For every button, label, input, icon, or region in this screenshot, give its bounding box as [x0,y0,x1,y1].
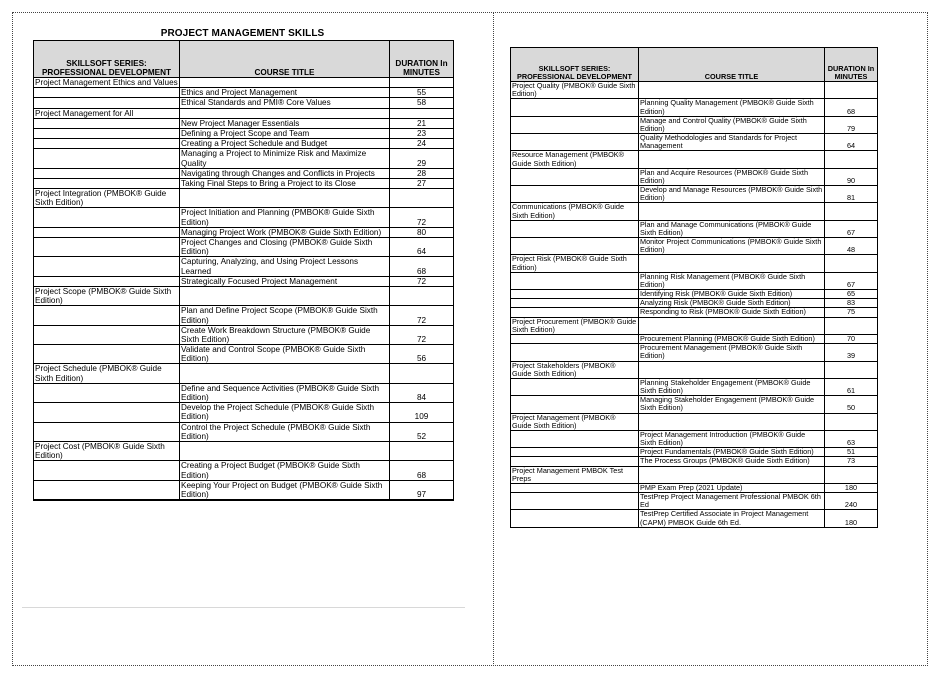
duration-cell: 68 [390,257,454,276]
series-cell [511,396,639,413]
series-cell: Project Stakeholders (PMBOK® Guide Sixth Edition) [511,361,639,378]
course-title-cell: Managing Project Work (PMBOK® Guide Sixth Edition) [180,227,390,237]
duration-cell: 73 [825,457,878,466]
course-row [511,99,878,116]
series-cell [34,149,180,168]
course-row [34,149,454,168]
duration-cell: 24 [390,139,454,149]
series-cell [34,422,180,441]
section-row [511,151,878,168]
section-row [511,317,878,334]
course-title-cell [180,364,390,383]
course-row [511,238,878,255]
series-cell [511,483,639,492]
section-row [511,255,878,272]
horizontal-rule [22,607,465,608]
series-cell [34,118,180,128]
course-title-cell: Plan and Manage Communications (PMBOK® Guide Sixth Edition) [639,220,825,237]
duration-cell: 27 [390,178,454,188]
series-cell [34,139,180,149]
course-row [511,457,878,466]
course-title-cell [180,441,390,460]
section-row [34,108,454,118]
series-cell [511,168,639,185]
duration-cell [390,108,454,118]
course-title-cell: Creating a Project Budget (PMBOK® Guide Sixth Edition) [180,461,390,480]
course-title-cell: Defining a Project Scope and Team [180,128,390,138]
duration-cell [825,203,878,220]
series-cell [34,257,180,276]
series-cell: Project Scope (PMBOK® Guide Sixth Edition) [34,286,180,305]
course-row [34,403,454,422]
series-cell [511,334,639,343]
series-cell [511,308,639,317]
course-title-cell: Identifying Risk (PMBOK® Guide Sixth Edition) [639,290,825,299]
course-row [34,238,454,257]
course-title-cell: Strategically Focused Project Management [180,276,390,286]
duration-cell: 109 [390,403,454,422]
series-cell [34,238,180,257]
series-cell [34,345,180,364]
header-course: COURSE TITLE [180,41,390,78]
duration-cell [390,441,454,460]
course-title-cell [639,82,825,99]
series-cell [511,457,639,466]
course-title-cell: Taking Final Steps to Bring a Project to its Close [180,178,390,188]
duration-cell: 180 [825,483,878,492]
duration-cell: 79 [825,116,878,133]
series-cell: Project Schedule (PMBOK® Guide Sixth Edition) [34,364,180,383]
series-cell [34,306,180,325]
section-row [34,441,454,460]
course-title-cell: Monitor Project Communications (PMBOK® Guide Sixth Edition) [639,238,825,255]
duration-cell [825,82,878,99]
series-cell [34,128,180,138]
course-title-cell: TestPrep Certified Associate in Project Management (CAPM) PMBOK Guide 6th Ed. [639,510,825,527]
course-row [511,116,878,133]
series-cell [511,510,639,527]
duration-cell: 180 [825,510,878,527]
table-header-row [34,41,454,78]
duration-cell: 75 [825,308,878,317]
course-row [34,422,454,441]
duration-cell: 65 [825,290,878,299]
header-course: COURSE TITLE [639,48,825,82]
duration-cell: 39 [825,344,878,361]
course-title-cell [180,108,390,118]
duration-cell: 83 [825,299,878,308]
duration-cell: 68 [825,99,878,116]
series-cell [34,276,180,286]
course-title-cell: Ethics and Project Management [180,88,390,98]
series-cell: Project Management for All [34,108,180,118]
course-title-cell: Planning Stakeholder Engagement (PMBOK® Guide Sixth Edition) [639,378,825,395]
series-cell [511,116,639,133]
course-title-cell: Capturing, Analyzing, and Using Project Lessons Learned [180,257,390,276]
course-title-cell [180,189,390,208]
series-cell [34,325,180,344]
section-row [511,466,878,483]
duration-cell: 28 [390,168,454,178]
course-row [34,480,454,500]
duration-cell: 23 [390,128,454,138]
course-title-cell: Project Fundamentals (PMBOK® Guide Sixth Edition) [639,448,825,457]
series-cell: Project Management Ethics and Values [35,78,178,87]
header-duration: DURATION In MINUTES [825,48,878,82]
duration-cell [825,413,878,430]
duration-cell: 48 [825,238,878,255]
duration-cell [825,361,878,378]
series-cell [511,238,639,255]
duration-cell: 63 [825,430,878,447]
series-cell [511,448,639,457]
duration-cell: 58 [390,98,454,108]
course-row [34,383,454,402]
course-title-cell: Analyzing Risk (PMBOK® Guide Sixth Edition) [639,299,825,308]
series-cell [34,98,180,108]
series-cell: Communications (PMBOK® Guide Sixth Edition) [511,203,639,220]
series-cell [34,480,180,500]
series-cell: Resource Management (PMBOK® Guide Sixth Edition) [511,151,639,168]
course-title-cell: Responding to Risk (PMBOK® Guide Sixth Edition) [639,308,825,317]
series-cell [34,88,180,98]
course-title-cell: Project Changes and Closing (PMBOK® Guide Sixth Edition) [180,238,390,257]
duration-cell: 55 [390,88,454,98]
course-title-cell: Plan and Define Project Scope (PMBOK® Guide Sixth Edition) [180,306,390,325]
course-row [511,272,878,289]
header-duration: DURATION In MINUTES [390,41,454,78]
course-row [511,493,878,510]
table-body-left [34,78,454,501]
course-title-cell [639,203,825,220]
duration-cell: 72 [390,325,454,344]
duration-cell: 68 [390,461,454,480]
course-title-cell: Managing Stakeholder Engagement (PMBOK® Guide Sixth Edition) [639,396,825,413]
series-cell [511,493,639,510]
duration-cell: 51 [825,448,878,457]
series-cell [511,134,639,151]
course-title-cell [639,255,825,272]
duration-cell [390,364,454,383]
duration-cell [825,466,878,483]
duration-cell: 21 [390,118,454,128]
series-cell: Project Risk (PMBOK® Guide Sixth Edition) [511,255,639,272]
duration-cell [825,151,878,168]
duration-cell: 56 [390,345,454,364]
duration-cell: 72 [390,276,454,286]
course-title-cell: Planning Quality Management (PMBOK® Guide Sixth Edition) [639,99,825,116]
duration-cell: 240 [825,493,878,510]
course-title-cell [639,413,825,430]
course-row [511,308,878,317]
course-row [34,98,454,108]
section-row [511,361,878,378]
skills-table-right [510,47,878,528]
course-title-cell [639,361,825,378]
duration-cell [390,189,454,208]
header-series: SKILLSOFT SERIES: PROFESSIONAL DEVELOPMENT [34,41,180,78]
series-cell: Project Cost (PMBOK® Guide Sixth Edition) [34,441,180,460]
duration-cell: 67 [825,272,878,289]
duration-cell: 64 [825,134,878,151]
course-title-cell [639,151,825,168]
duration-cell [390,78,454,88]
series-cell [34,227,180,237]
course-row [34,128,454,138]
series-cell [511,378,639,395]
course-title-cell: Define and Sequence Activities (PMBOK® Guide Sixth Edition) [180,383,390,402]
series-cell [511,290,639,299]
course-row [34,168,454,178]
section-row [511,82,878,99]
duration-cell: 64 [390,238,454,257]
course-title-cell [180,78,390,88]
duration-cell: 72 [390,306,454,325]
course-title-cell: Procurement Management (PMBOK® Guide Sixth Edition) [639,344,825,361]
series-cell [511,272,639,289]
duration-cell [390,286,454,305]
table-body-right [511,82,878,528]
course-title-cell: New Project Manager Essentials [180,118,390,128]
course-title-cell [639,466,825,483]
course-row [34,461,454,480]
course-title-cell: Keeping Your Project on Budget (PMBOK® Guide Sixth Edition) [180,480,390,500]
course-title-cell: Manage and Control Quality (PMBOK® Guide Sixth Edition) [639,116,825,133]
series-cell: Project Procurement (PMBOK® Guide Sixth Edition) [511,317,639,334]
series-cell [511,99,639,116]
course-title-cell: Create Work Breakdown Structure (PMBOK® Guide Sixth Edition) [180,325,390,344]
course-title-cell: Quality Methodologies and Standards for Project Management [639,134,825,151]
course-title-cell: Project Initiation and Planning (PMBOK® Guide Sixth Edition) [180,208,390,227]
series-cell: Project Quality (PMBOK® Guide Sixth Edition) [511,82,639,99]
duration-cell: 80 [390,227,454,237]
course-title-cell: Project Management Introduction (PMBOK® Guide Sixth Edition) [639,430,825,447]
course-row [511,186,878,203]
series-cell [511,344,639,361]
course-row [511,378,878,395]
course-title-cell: Managing a Project to Minimize Risk and Maximize Quality [180,149,390,168]
series-cell [34,178,180,188]
section-row [34,189,454,208]
course-title-cell: Navigating through Changes and Conflicts in Projects [180,168,390,178]
course-title-cell: Develop the Project Schedule (PMBOK® Guide Sixth Edition) [180,403,390,422]
course-title-cell: Procurement Planning (PMBOK® Guide Sixth Edition) [639,334,825,343]
course-title-cell: Creating a Project Schedule and Budget [180,139,390,149]
duration-cell: 52 [390,422,454,441]
series-cell [511,186,639,203]
series-cell: Project Management PMBOK Test Preps [511,466,639,483]
duration-cell: 97 [390,480,454,500]
course-title-cell: Validate and Control Scope (PMBOK® Guide Sixth Edition) [180,345,390,364]
duration-cell: 90 [825,168,878,185]
course-row [34,306,454,325]
course-row [34,257,454,276]
course-row [511,510,878,527]
duration-cell: 61 [825,378,878,395]
series-cell [34,208,180,227]
series-cell: Project Integration (PMBOK® Guide Sixth Edition) [34,189,180,208]
table-header-row [511,48,878,82]
course-row [34,118,454,128]
course-title-cell: The Process Groups (PMBOK® Guide Sixth Edition) [639,457,825,466]
duration-cell: 67 [825,220,878,237]
skills-table-left [33,40,454,501]
series-cell [511,299,639,308]
course-row [34,88,454,98]
course-title-cell: Ethical Standards and PMI® Core Values [180,98,390,108]
series-cell [34,403,180,422]
course-row [34,139,454,149]
section-row [511,203,878,220]
course-row [34,178,454,188]
series-cell [34,168,180,178]
section-row [34,286,454,305]
header-series: SKILLSOFT SERIES: PROFESSIONAL DEVELOPMENT [511,48,639,82]
duration-cell: 84 [390,383,454,402]
course-title-cell: Plan and Acquire Resources (PMBOK® Guide Sixth Edition) [639,168,825,185]
course-title-cell [180,286,390,305]
series-cell [34,383,180,402]
series-cell [511,430,639,447]
course-row [34,276,454,286]
course-row [511,430,878,447]
course-title-cell [639,317,825,334]
section-row [34,364,454,383]
duration-cell: 81 [825,186,878,203]
course-row [34,227,454,237]
series-cell [34,461,180,480]
course-title-cell: Control the Project Schedule (PMBOK® Guide Sixth Edition) [180,422,390,441]
duration-cell: 29 [390,149,454,168]
course-row [511,134,878,151]
course-row [34,208,454,227]
duration-cell: 50 [825,396,878,413]
course-title-cell: TestPrep Project Management Professional PMBOK 6th Ed [639,493,825,510]
page-title: PROJECT MANAGEMENT SKILLS [160,28,325,39]
duration-cell: 70 [825,334,878,343]
page-divider [493,12,494,666]
course-title-cell: PMP Exam Prep (2021 Update) [639,483,825,492]
series-cell: Project Management (PMBOK® Guide Sixth Edition) [511,413,639,430]
duration-cell [825,317,878,334]
course-row [511,220,878,237]
course-row [511,344,878,361]
course-row [511,396,878,413]
section-row [34,78,454,88]
series-cell [511,220,639,237]
course-title-cell: Planning Risk Management (PMBOK® Guide Sixth Edition) [639,272,825,289]
course-row [34,325,454,344]
duration-cell [825,255,878,272]
course-row [34,345,454,364]
section-row [511,413,878,430]
course-row [511,168,878,185]
duration-cell: 72 [390,208,454,227]
course-title-cell: Develop and Manage Resources (PMBOK® Guide Sixth Edition) [639,186,825,203]
